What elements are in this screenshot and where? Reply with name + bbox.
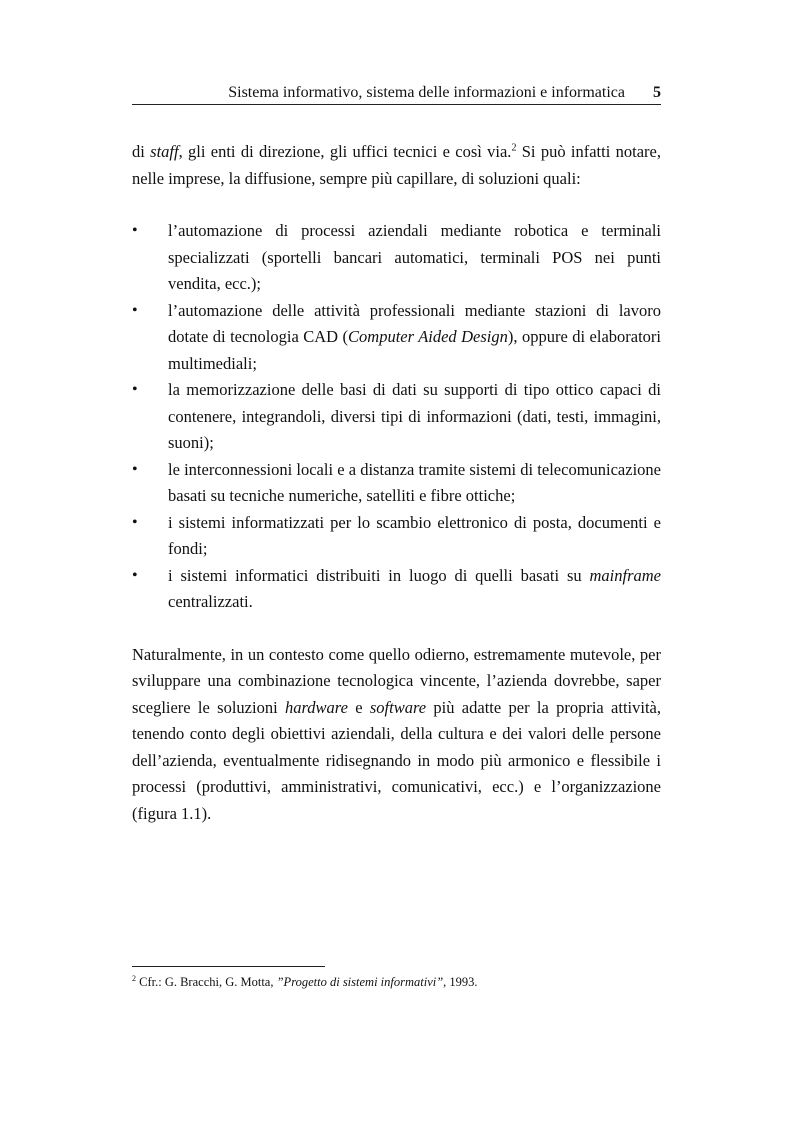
footnote-text: , 1993. bbox=[443, 975, 478, 989]
intro-text: Si può infatti notare, nelle imprese, la diffusione, sempre più capillare, di soluzioni quali: bbox=[132, 142, 661, 188]
bullet-icon: • bbox=[132, 513, 138, 531]
list-item-text: la memorizzazione delle basi di dati su supporti di tipo ottico capaci di contenere, integrandoli, diversi tipi di informazioni (dati, testi, immagini, suoni); bbox=[168, 380, 661, 452]
list-item-text: l’automazione di processi aziendali mediante robotica e terminali specializzati (sportelli bancari automatici, terminali POS nei punti vendita, ecc.); bbox=[168, 221, 661, 293]
list-item-italic: Computer Aided Design bbox=[348, 327, 508, 346]
bullet-icon: • bbox=[132, 381, 138, 398]
conclusion-text: e bbox=[347, 697, 370, 717]
list-item bbox=[132, 510, 661, 563]
list-item-text: le interconnessioni locali e a distanza tramite sistemi di telecomunicazione basati su tecniche numeriche, satelliti e fibre ottiche; bbox=[168, 459, 661, 505]
intro-text: di bbox=[132, 142, 151, 161]
conclusion-text: più adatte per la propria attività, tenendo conto degli obiettivi aziendali, della cultura e dei valori delle persone dell’azienda, eventualmente ridisegnando in modo più armonico e flessibile i processi (produttivi, amministrativi, comunicativi, ecc.) e l’organizzazione (figura 1.1). bbox=[132, 697, 661, 823]
footnote-number: 2 bbox=[132, 973, 136, 983]
footnote-text: Cfr.: G. Bracchi, G. Motta, bbox=[136, 975, 277, 989]
header-title: Sistema informativo, sistema delle informazioni e informatica bbox=[228, 84, 625, 101]
conclusion-italic-software: software bbox=[369, 697, 427, 717]
list-item bbox=[132, 457, 661, 510]
list-item bbox=[132, 218, 661, 298]
list-item-text: i sistemi informatici distribuiti in luogo di quelli basati su bbox=[168, 565, 590, 585]
conclusion-paragraph bbox=[132, 642, 661, 828]
intro-italic-staff: staff bbox=[150, 142, 179, 161]
footnote bbox=[132, 974, 478, 990]
bullet-icon: • bbox=[132, 301, 138, 319]
bullet-icon: • bbox=[132, 460, 138, 478]
list-item-text: l’automazione delle attività professionali mediante stazioni di lavoro dotate di tecnologia CAD ( bbox=[168, 300, 661, 346]
list-item bbox=[132, 563, 661, 616]
list-item-text: i sistemi informatizzati per lo scambio elettronico di posta, documenti e fondi; bbox=[168, 512, 661, 558]
intro-text: , gli enti di direzione, gli uffici tecnici e così via. bbox=[178, 142, 512, 161]
bullet-icon: • bbox=[132, 222, 138, 239]
footnote-title: ”Progetto di sistemi informativi” bbox=[276, 975, 444, 989]
list-item bbox=[132, 298, 661, 378]
running-header bbox=[132, 84, 661, 105]
conclusion-text: Naturalmente, in un contesto come quello odierno, estremamente mutevole, per sviluppare una combinazione tecnologica vincente, l’azienda dovrebbe, saper scegliere le soluzioni bbox=[132, 644, 661, 717]
list-item bbox=[132, 377, 661, 457]
list-item-text: ), oppure di elaboratori multimediali; bbox=[168, 327, 661, 373]
page-number: 5 bbox=[653, 84, 661, 101]
footnote-divider bbox=[132, 966, 325, 967]
solutions-list bbox=[132, 218, 661, 616]
list-item-italic: mainframe bbox=[589, 565, 661, 585]
intro-paragraph bbox=[132, 139, 661, 192]
bullet-icon: • bbox=[132, 566, 138, 584]
list-item-text: centralizzati. bbox=[168, 592, 253, 611]
footnote-reference: 2 bbox=[511, 142, 517, 154]
page-body bbox=[132, 139, 661, 827]
conclusion-italic-hardware: hardware bbox=[284, 697, 348, 717]
